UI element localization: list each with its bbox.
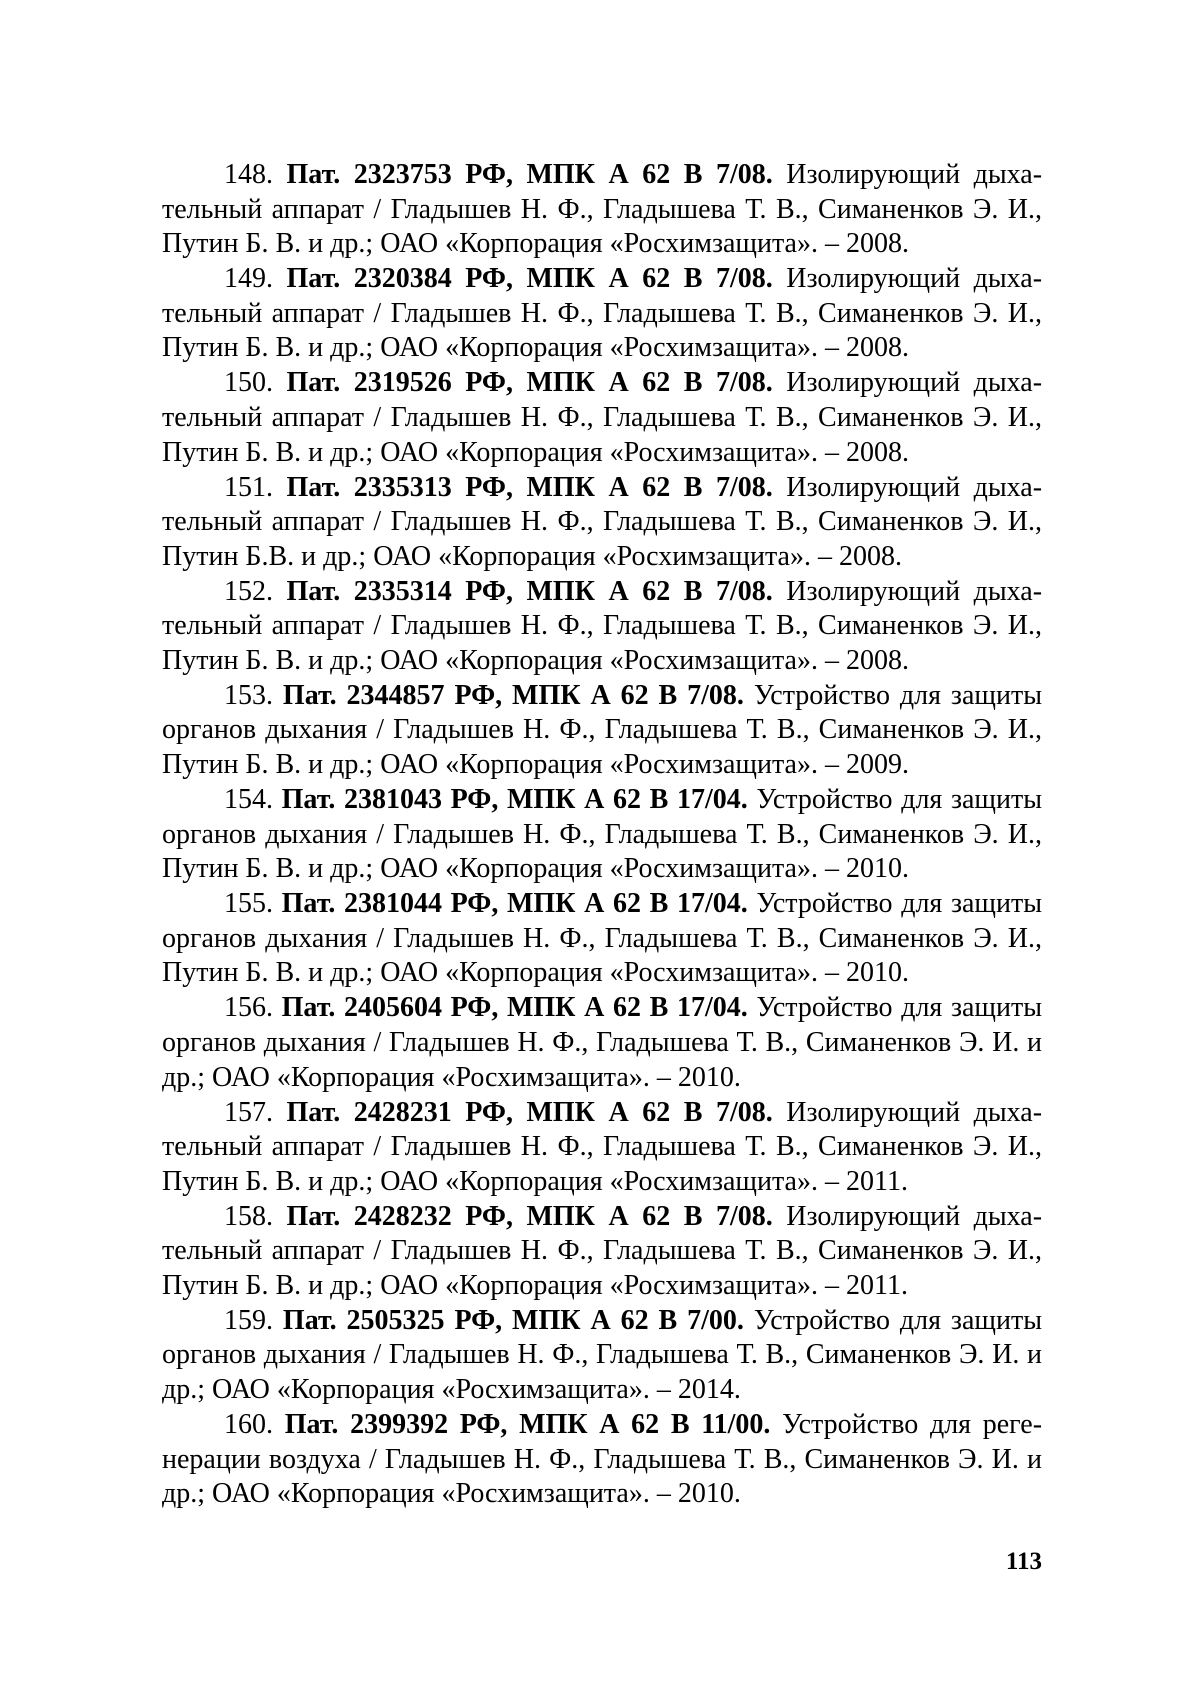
patent-citation: Пат. 2335314 РФ, МПК А 62 В 7/08. <box>286 575 773 607</box>
reference-number: 151. <box>224 471 273 503</box>
reference-entry <box>162 1408 1042 1512</box>
patent-citation: Пат. 2505325 РФ, МПК А 62 В 7/00. <box>282 1304 744 1336</box>
reference-entry <box>162 262 1042 366</box>
reference-description: Устройство для защиты органов дыхания / Гладышев Н. Ф., Гладышева Т. В., Симаненков Э. И., Путин Б. В. и др.; ОАО «Корпорация «Росхимзащита». – 2009. <box>162 679 1043 781</box>
reference-number: 152. <box>224 575 273 607</box>
reference-entry <box>162 158 1042 262</box>
reference-number: 158. <box>224 1200 273 1232</box>
patent-citation: Пат. 2323753 РФ, МПК А 62 В 7/08. <box>286 159 773 190</box>
reference-description: Устройство для защиты органов дыхания / Гладышев Н. Ф., Гладышева Т. В., Симаненков Э. И. и др.; ОАО «Корпорация «Росхимзащита». – 2014. <box>162 1304 1043 1406</box>
reference-description: Изолирующий дыхательный аппарат / Гладышев Н. Ф., Гладышева Т. В., Симаненков Э. И., Путин Б. В. и др.; ОАО «Корпорация «Росхимзащита». – 2008. <box>162 263 1043 364</box>
reference-number: 149. <box>224 263 273 295</box>
reference-description: Устройство для защиты органов дыхания / Гладышев Н. Ф., Гладышева Т. В., Симаненков Э. И. и др.; ОАО «Корпорация «Росхимзащита». – 2010. <box>162 992 1043 1093</box>
reference-entry <box>162 783 1042 887</box>
reference-list <box>162 158 1042 1512</box>
patent-citation: Пат. 2428231 РФ, МПК А 62 В 7/08. <box>286 1096 773 1128</box>
reference-number: 153. <box>224 679 273 711</box>
reference-description: Устройство для защиты органов дыхания / Гладышев Н. Ф., Гладышева Т. В., Симаненков Э. И., Путин Б. В. и др.; ОАО «Корпорация «Росхимзащита». – 2010. <box>162 784 1043 885</box>
reference-number: 150. <box>224 367 273 399</box>
reference-entry <box>162 679 1042 783</box>
reference-entry <box>162 366 1042 470</box>
reference-entry <box>162 887 1042 991</box>
reference-entry <box>162 1304 1042 1408</box>
reference-number: 157. <box>224 1096 273 1128</box>
patent-citation: Пат. 2381044 РФ, МПК А 62 В 17/04. <box>281 888 748 920</box>
reference-description: Устройство для регенерации воздуха / Гладышев Н. Ф., Гладышева Т. В., Симаненков Э. И. и др.; ОАО «Корпорация «Росхимзащита». – 2010. <box>162 1409 1043 1510</box>
patent-citation: Пат. 2399392 РФ, МПК А 62 В 11/00. <box>284 1409 771 1441</box>
reference-description: Устройство для защиты органов дыхания / Гладышев Н. Ф., Гладышева Т. В., Симаненков Э. И., Путин Б. В. и др.; ОАО «Корпорация «Росхимзащита». – 2010. <box>162 888 1043 989</box>
patent-citation: Пат. 2344857 РФ, МПК А 62 В 7/08. <box>282 679 744 711</box>
reference-number: 156. <box>224 992 273 1024</box>
reference-description: Изолирующий дыхательный аппарат / Гладышев Н. Ф., Гладышева Т. В., Симаненков Э. И., Путин Б. В. и др.; ОАО «Корпорация «Росхимзащита». – 2008. <box>162 575 1043 676</box>
reference-description: Изолирующий дыхательный аппарат / Гладышев Н. Ф., Гладышева Т. В., Симаненков Э. И., Путин Б. В. и др.; ОАО «Корпорация «Росхимзащита». – 2008. <box>162 367 1043 468</box>
reference-number: 148. <box>224 159 273 190</box>
patent-citation: Пат. 2381043 РФ, МПК А 62 В 17/04. <box>281 784 748 816</box>
reference-entry <box>162 991 1042 1095</box>
reference-number: 160. <box>224 1409 273 1441</box>
reference-number: 159. <box>224 1304 273 1336</box>
reference-description: Изолирующий дыхательный аппарат / Гладышев Н. Ф., Гладышева Т. В., Симаненков Э. И., Путин Б. В. и др.; ОАО «Корпорация «Росхимзащита». – 2011. <box>162 1096 1043 1197</box>
page-number: 113 <box>1005 1548 1042 1575</box>
reference-description: Изолирующий дыхательный аппарат / Гладышев Н. Ф., Гладышева Т. В., Симаненков Э. И., Путин Б.В. и др.; ОАО «Корпорация «Росхимзащита». – 2008. <box>162 471 1043 572</box>
reference-entry <box>162 1096 1042 1200</box>
patent-citation: Пат. 2428232 РФ, МПК А 62 В 7/08. <box>286 1200 773 1232</box>
patent-citation: Пат. 2405604 РФ, МПК А 62 В 17/04. <box>281 992 748 1024</box>
reference-entry <box>162 471 1042 575</box>
patent-citation: Пат. 2335313 РФ, МПК А 62 В 7/08. <box>286 471 773 503</box>
reference-number: 154. <box>224 784 273 816</box>
reference-entry <box>162 1200 1042 1304</box>
reference-description: Изолирующий дыхательный аппарат / Гладышев Н. Ф., Гладышева Т. В., Симаненков Э. И., Путин Б. В. и др.; ОАО «Корпорация «Росхимзащита». – 2011. <box>162 1200 1043 1301</box>
reference-number: 155. <box>224 888 273 920</box>
patent-citation: Пат. 2319526 РФ, МПК А 62 В 7/08. <box>286 367 773 399</box>
reference-description: Изолирующий дыхательный аппарат / Гладышев Н. Ф., Гладышева Т. В., Симаненков Э. И., Путин Б. В. и др.; ОАО «Корпорация «Росхимзащита». – 2008. <box>162 159 1043 260</box>
reference-entry <box>162 575 1042 679</box>
patent-citation: Пат. 2320384 РФ, МПК А 62 В 7/08. <box>286 263 773 295</box>
